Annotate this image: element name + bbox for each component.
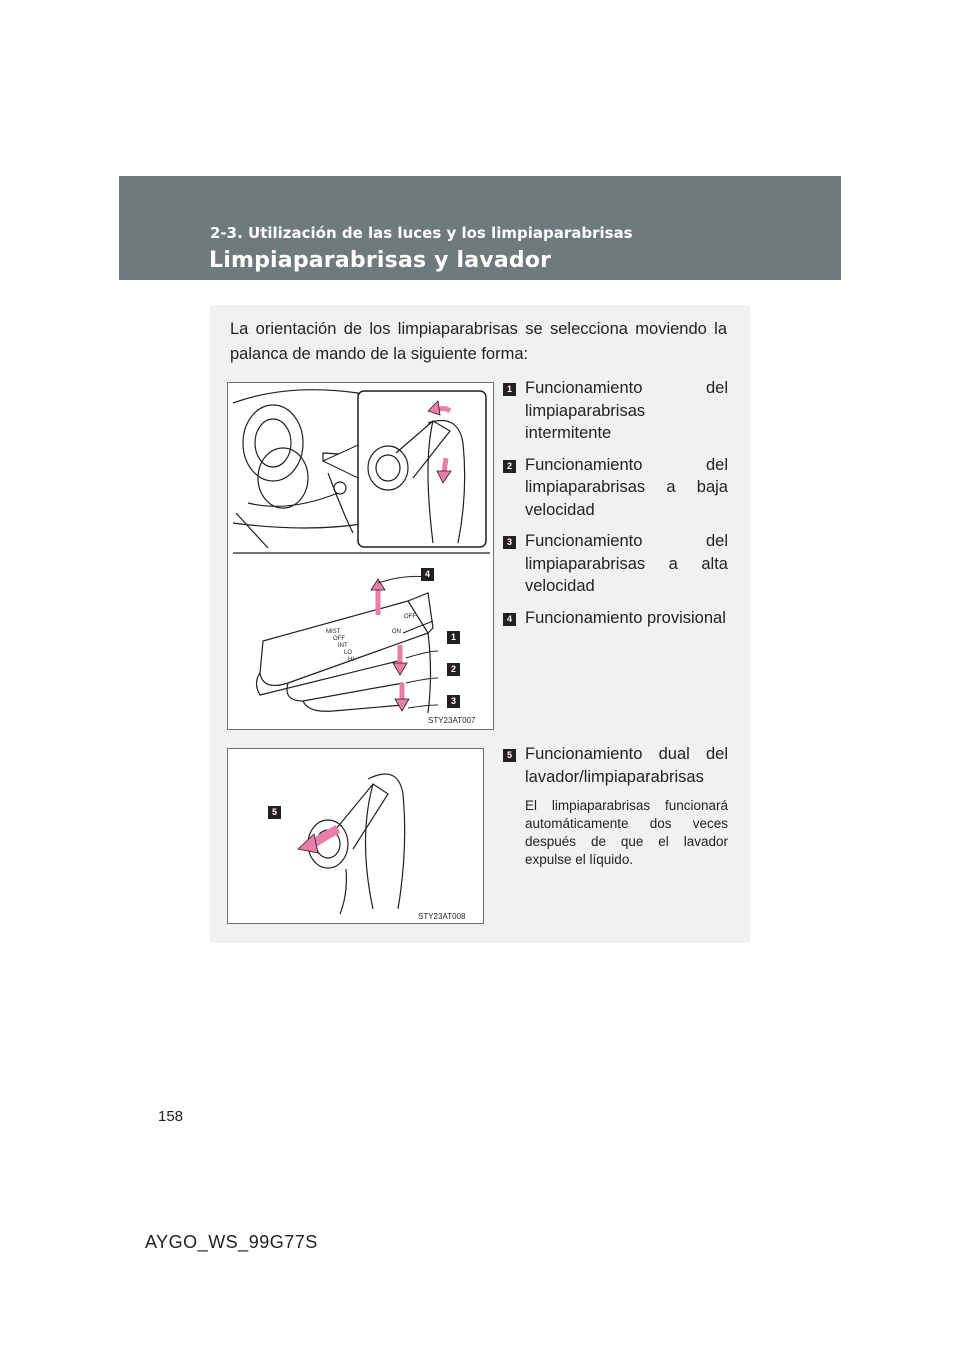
- page-heading: Limpiaparabrisas y lavador: [209, 248, 552, 273]
- item-badge: 3: [503, 536, 516, 549]
- figure-washer-lever: [227, 748, 484, 924]
- document-code: AYGO_WS_99G77S: [145, 1232, 318, 1252]
- list-item: [503, 607, 728, 630]
- figure-2-code: STY23AT008: [418, 912, 466, 921]
- item-text: Funcionamiento del limpiaparabrisas a alta velocidad: [525, 532, 728, 595]
- intro-paragraph: La orientación de los limpiaparabrisas se selecciona moviendo la palanca de mando de la siguiente forma:: [230, 320, 727, 363]
- item-badge: 1: [503, 383, 516, 396]
- lever-label-mist: MIST: [326, 629, 341, 635]
- list-item: [503, 743, 728, 788]
- washer-lever-illustration: [228, 749, 483, 923]
- operation-list: [503, 377, 728, 638]
- lever-label-int: INT: [338, 643, 348, 649]
- item-text: Funcionamiento del limpiaparabrisas a baja velocidad: [525, 455, 728, 519]
- callout-4: 4: [421, 568, 434, 581]
- lever-label-off: OFF: [333, 636, 345, 642]
- callout-3: 3: [447, 695, 460, 708]
- list-item: [503, 530, 728, 598]
- callout-1: 1: [447, 631, 460, 644]
- item-badge: 5: [503, 749, 516, 762]
- callout-2: 2: [447, 663, 460, 676]
- figure-wiper-lever: [227, 382, 494, 730]
- page-number: 158: [158, 1108, 184, 1125]
- item-badge: 4: [503, 613, 516, 626]
- washer-note: El limpiaparabrisas funcionará automáticamente dos veces después de que el lavador expulse el líquido.: [525, 798, 728, 867]
- content-panel: [210, 305, 750, 943]
- item-text: Funcionamiento dual del lavador/limpiaparabrisas: [525, 745, 728, 786]
- figure-1-code: STY23AT007: [428, 716, 476, 725]
- wiper-lever-illustration: [228, 383, 493, 729]
- lever-label-hi: HI: [348, 657, 354, 663]
- washer-label-off: OFF: [404, 614, 416, 620]
- item-text: Funcionamiento provisional: [525, 608, 726, 627]
- item-text: Funcionamiento del limpiaparabrisas intermitente: [525, 379, 728, 442]
- washer-list: [503, 743, 728, 869]
- item-badge: 2: [503, 460, 516, 473]
- list-item: [503, 377, 728, 445]
- section-label: 2-3. Utilización de las luces y los limpiaparabrisas: [210, 224, 633, 242]
- callout-5: 5: [268, 806, 281, 819]
- header-band: [119, 176, 841, 280]
- washer-label-on: ON: [392, 629, 401, 635]
- list-item: [503, 454, 728, 522]
- lever-label-lo: LO: [344, 650, 353, 656]
